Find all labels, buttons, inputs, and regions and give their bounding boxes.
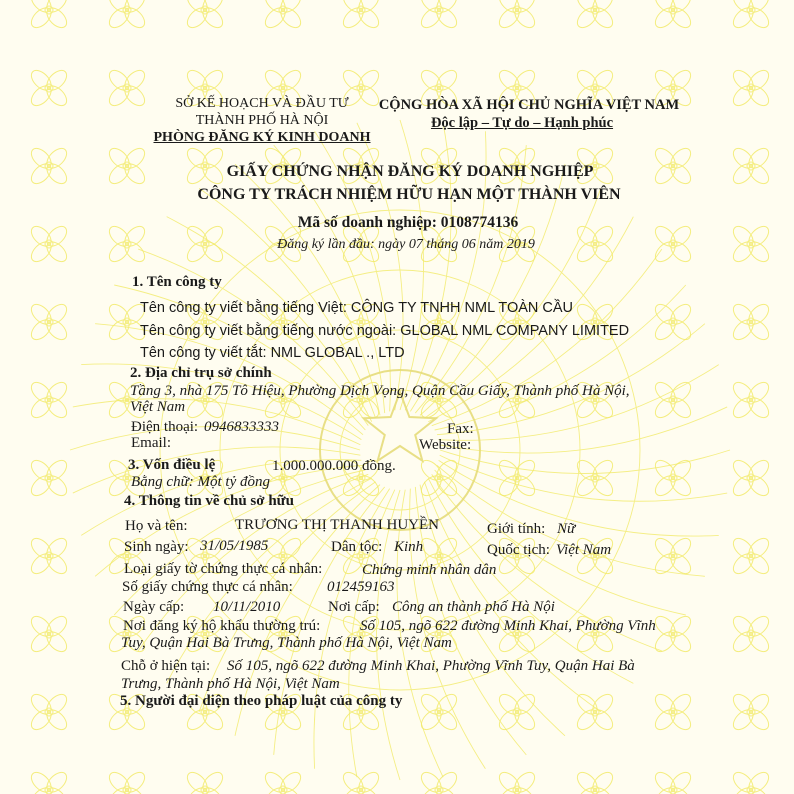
gender-label: Giới tính:: [487, 521, 546, 537]
ethnicity-label: Dân tộc:: [331, 539, 383, 555]
issue-date-label: Ngày cấp:: [123, 599, 185, 615]
section-3-heading: 3. Vốn điều lệ: [128, 457, 216, 473]
current-residence-line-1: Số 105, ngõ 622 đường Minh Khai, Phường Vĩnh Tuy, Quận Hai Bà: [227, 658, 635, 674]
agency-line-2: THÀNH PHỐ HÀ NỘI: [195, 113, 329, 128]
issue-date-value: 10/11/2010: [213, 599, 281, 615]
dob-label: Sinh ngày:: [124, 539, 189, 555]
fax-label: Fax:: [447, 421, 474, 437]
section-2-heading: 2. Địa chỉ trụ sở chính: [130, 365, 272, 381]
id-type-label: Loại giấy tờ chứng thực cá nhân:: [124, 561, 323, 577]
id-number-label: Số giấy chứng thực cá nhân:: [122, 579, 293, 595]
issue-place-label: Nơi cấp:: [328, 599, 380, 615]
section-4-heading: 4. Thông tin về chủ sở hữu: [124, 493, 295, 509]
agency-line-1: SỞ KẾ HOẠCH VÀ ĐẦU TƯ: [175, 96, 349, 111]
owner-name-label: Họ và tên:: [125, 518, 188, 534]
tax-code: Mã số doanh nghiệp: 0108774136: [297, 214, 519, 231]
first-registration-date: Đăng ký lần đầu: ngày 07 tháng 06 năm 2019: [277, 237, 535, 252]
nationality-value: Việt Nam: [556, 542, 612, 558]
permanent-residence-line-2: Tuy, Quận Hai Bà Trưng, Thành phố Hà Nội, Việt Nam: [121, 635, 452, 651]
section-1-heading: 1. Tên công ty: [132, 274, 222, 290]
owner-name-value: TRƯƠNG THỊ THANH HUYỀN: [235, 517, 439, 533]
charter-capital-in-words: Bằng chữ: Một tỷ đồng: [131, 474, 270, 490]
agency-line-3: PHÒNG ĐĂNG KÝ KINH DOANH: [153, 130, 371, 145]
national-title: CỘNG HÒA XÃ HỘI CHỦ NGHĨA VIỆT NAM: [378, 97, 680, 113]
phone-label: Điện thoại:: [131, 419, 199, 435]
ethnicity-value: Kinh: [394, 539, 424, 555]
id-number-value: 012459163: [327, 579, 395, 595]
company-name-foreign: Tên công ty viết bằng tiếng nước ngoài: GLOBAL NML COMPANY LIMITED: [140, 323, 630, 339]
email-label: Email:: [131, 435, 171, 451]
current-residence-label: Chỗ ở hiện tại:: [121, 658, 211, 674]
head-office-address-line-2: Việt Nam: [130, 399, 186, 415]
permanent-residence-label: Nơi đăng ký hộ khẩu thường trú:: [123, 618, 321, 634]
charter-capital-amount: 1.000.000.000 đồng.: [272, 458, 396, 474]
national-motto: Độc lập – Tự do – Hạnh phúc: [430, 115, 614, 131]
phone-value: 0946833333: [204, 419, 279, 435]
document-subtitle: CÔNG TY TRÁCH NHIỆM HỮU HẠN MỘT THÀNH VIÊN: [197, 186, 621, 203]
issue-place-value: Công an thành phố Hà Nội: [392, 599, 555, 615]
section-5-heading: 5. Người đại diện theo pháp luật của công ty: [120, 693, 403, 709]
website-label: Website:: [419, 437, 472, 453]
gender-value: Nữ: [557, 521, 576, 537]
permanent-residence-line-1: Số 105, ngõ 622 đường Minh Khai, Phường Vĩnh: [360, 618, 656, 634]
id-type-value: Chứng minh nhân dân: [362, 562, 497, 578]
dob-value: 31/05/1985: [200, 538, 269, 554]
current-residence-line-2: Trưng, Thành phố Hà Nội, Việt Nam: [121, 676, 340, 692]
company-name-vietnamese: Tên công ty viết bằng tiếng Việt: CÔNG TY TNHH NML TOÀN CẦU: [140, 300, 574, 316]
company-name-short: Tên công ty viết tắt: NML GLOBAL ., LTD: [140, 345, 405, 361]
document-title: GIẤY CHỨNG NHẬN ĐĂNG KÝ DOANH NGHIỆP: [226, 163, 594, 180]
head-office-address-line-1: Tầng 3, nhà 175 Tô Hiệu, Phường Dịch Vọng, Quận Cầu Giấy, Thành phố Hà Nội,: [130, 383, 630, 399]
nationality-label: Quốc tịch:: [487, 542, 550, 558]
